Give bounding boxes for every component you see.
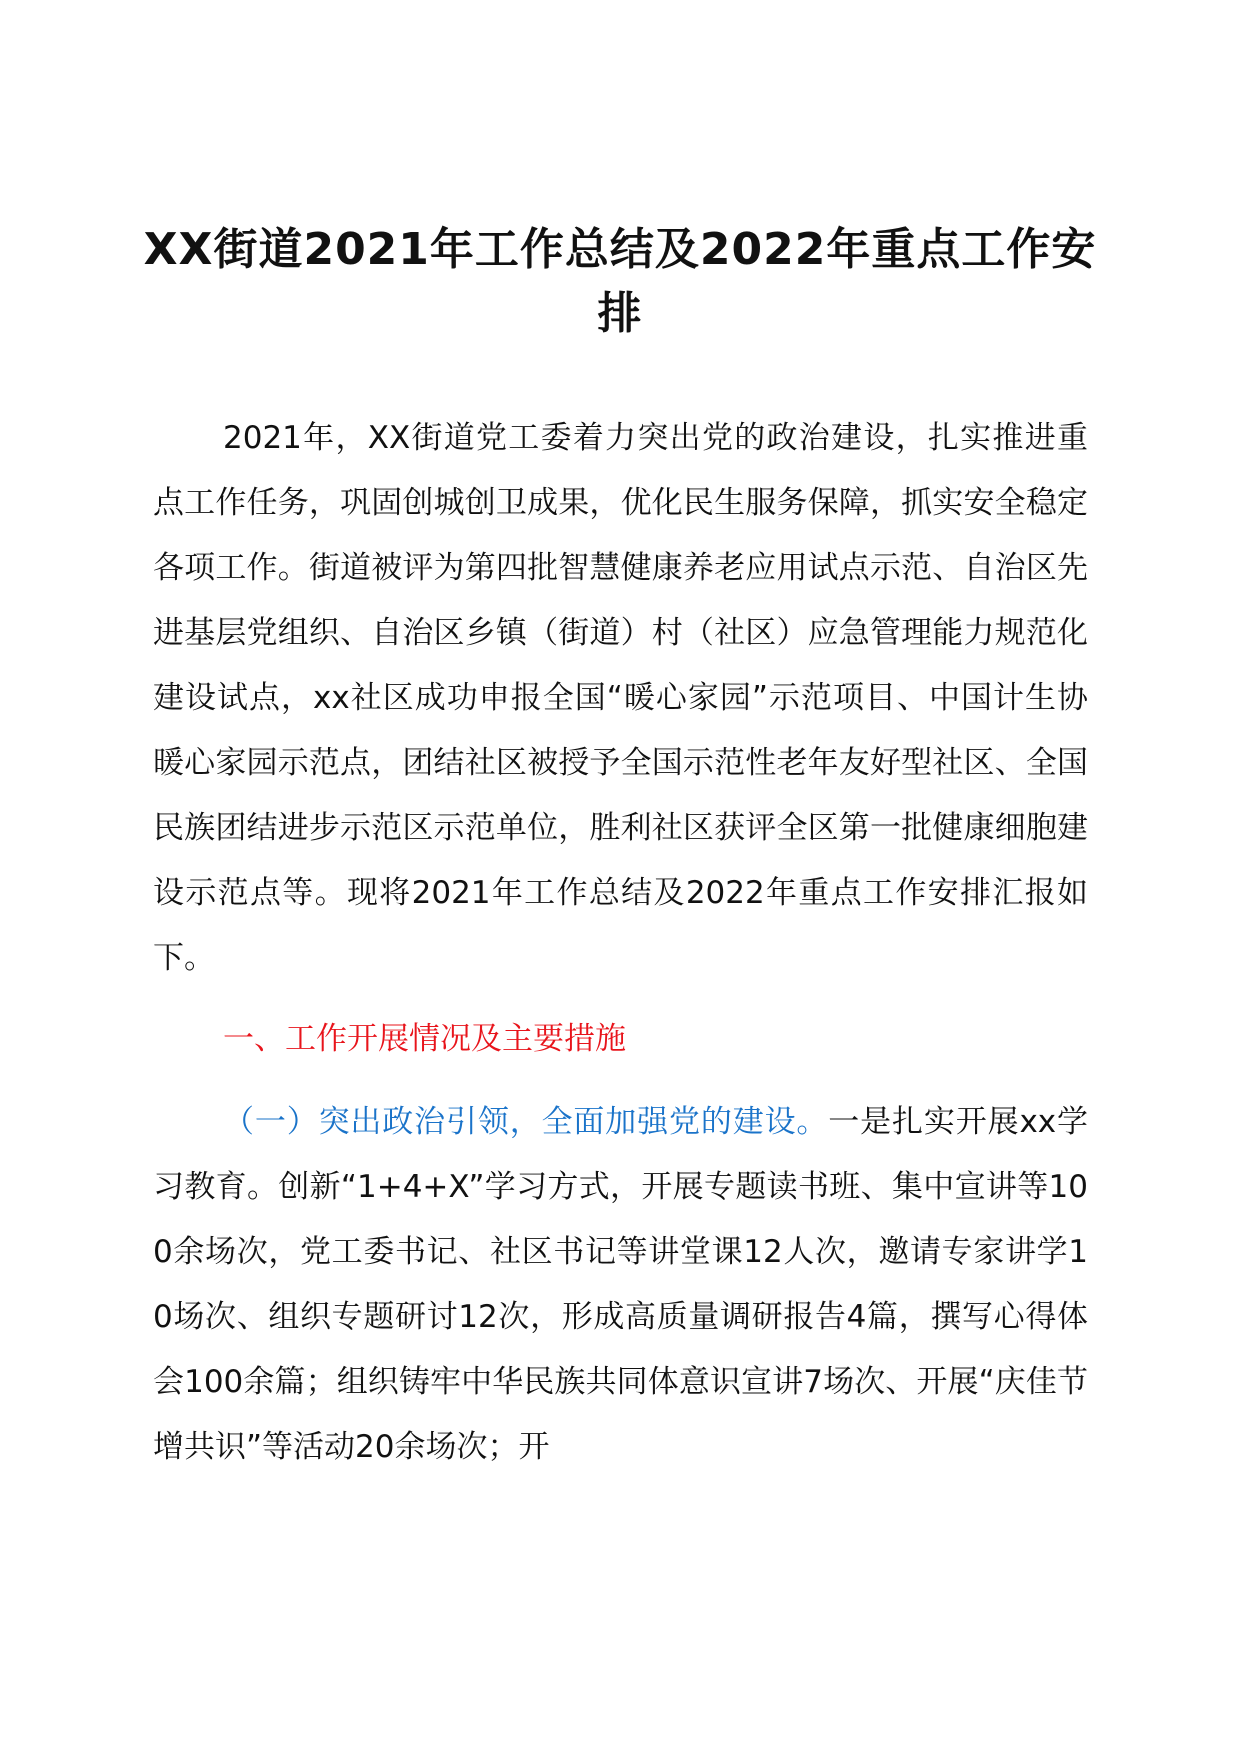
subsection-heading: （一）突出政治引领，全面加强党的建设。 bbox=[223, 1104, 829, 1140]
subsection-paragraph bbox=[153, 1090, 1088, 1480]
document-title: XX街道2021年工作总结及2022年重点工作安排 bbox=[143, 224, 1097, 339]
subsection-text: 一是扎实开展xx学习教育。创新“1+4+X”学习方式，开展专题读书班、集中宣讲等100余场次，党工委书记、社区书记等讲堂课12人次，邀请专家讲学10场次、组织专题研讨12次，形成高质量调研报告4篇，撰写心得体会100余篇；组织铸牢中华民族共同体意识宣讲7场次、开展“庆佳节增共识”等活动20余场次；开 bbox=[153, 1104, 1088, 1465]
intro-paragraph: 2021年，XX街道党工委着力突出党的政治建设，扎实推进重点工作任务，巩固创城创卫成果，优化民生服务保障，抓实安全稳定各项工作。街道被评为第四批智慧健康养老应用试点示范、自治区先进基层党组织、自治区乡镇（街道）村（社区）应急管理能力规范化建设试点，xx社区成功申报全国“暖心家园”示范项目、中国计生协暖心家园示范点，团结社区被授予全国示范性老年友好型社区、全国民族团结进步示范区示范单位，胜利社区获评全区第一批健康细胞建设示范点等。现将2021年工作总结及2022年重点工作安排汇报如下。 bbox=[153, 420, 1088, 976]
section-heading: 一、工作开展情况及主要措施 bbox=[223, 1021, 626, 1057]
